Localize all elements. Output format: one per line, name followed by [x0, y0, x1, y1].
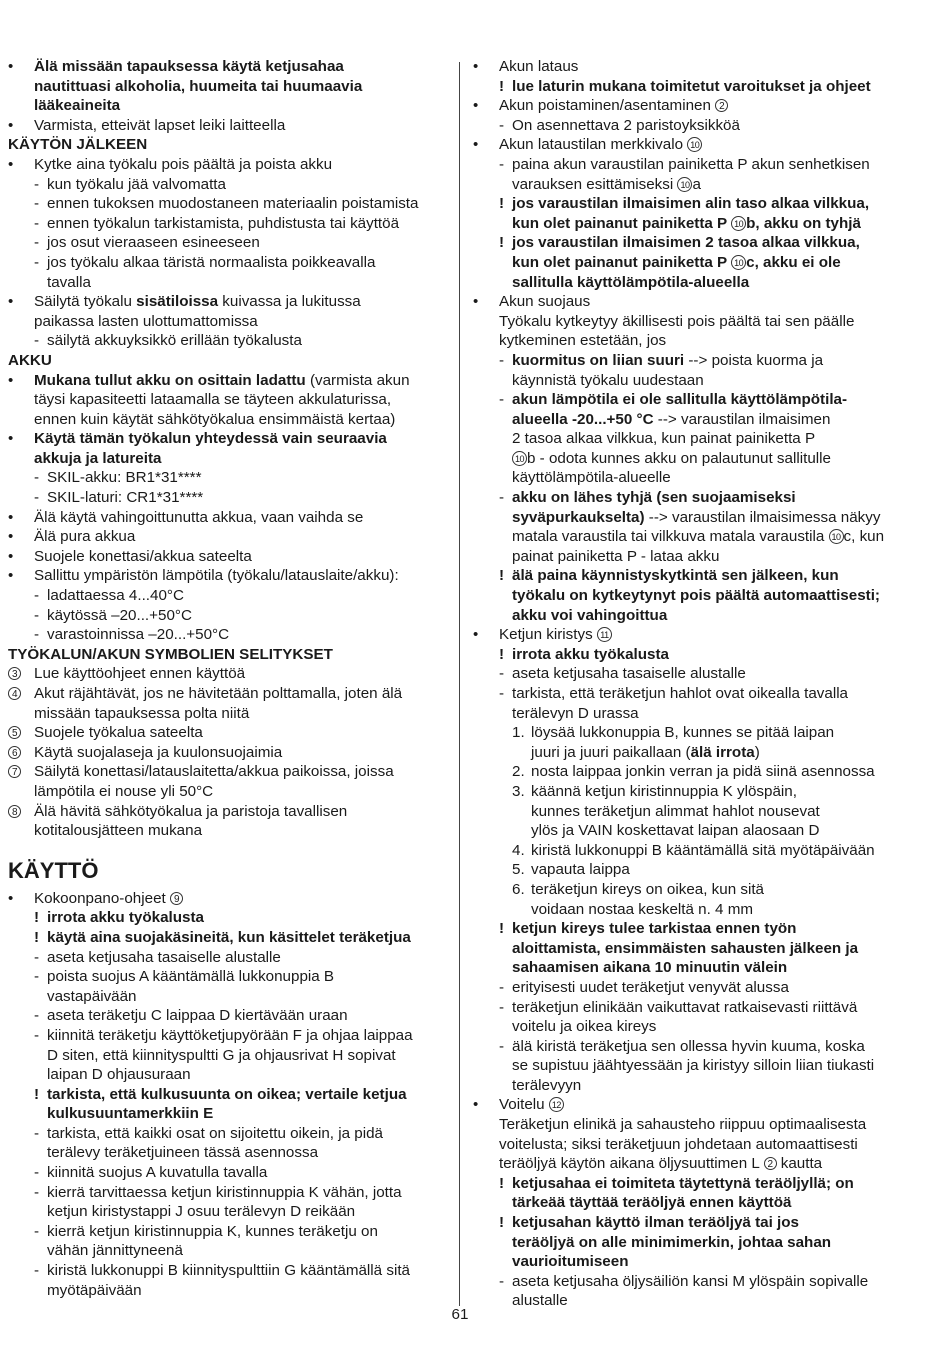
text-line: - aseta ketjusaha tasaiselle alustalle [499, 665, 746, 683]
text-line: 5 Suojele työkalua sateelta [8, 723, 448, 743]
dash-marker: - [499, 665, 505, 683]
dash-marker: - [34, 948, 40, 966]
text-line: ylös ja VAIN koskettavat laipan alaosaan D [531, 822, 820, 840]
circled-number-icon: 2 [764, 1157, 777, 1170]
symbol-number [8, 723, 21, 743]
text-line: - varastoinnissa –20...+50°C [34, 626, 230, 644]
text-line: - poista suojus A kääntämällä lukkonuppia B [34, 968, 335, 986]
left-column [8, 57, 448, 1300]
dash-marker: - [34, 469, 40, 487]
bullet-icon: • [473, 1096, 479, 1114]
text-line: käynnistä työkalu uudestaan [512, 371, 704, 389]
dash-marker: - [34, 195, 40, 213]
text-line: kunnes teräketjun alimmat hahlot nousevat [531, 802, 820, 820]
text-line: terälevyyn [512, 1076, 582, 1094]
text-line: voitelu ja oikea kireys [512, 1018, 657, 1036]
text-line: se supistuu jäähtyessään ja kiristyy silloin liian tiukasti [512, 1057, 875, 1075]
text-line: 5. vapauta laippa [512, 861, 630, 879]
circled-number-icon: 9 [170, 892, 183, 905]
text-line: myötäpäivään [47, 1281, 142, 1299]
text-line: • Akun poistaminen/asentaminen 2 [499, 96, 919, 116]
text-line: Työkalu kytkeytyy äkillisesti pois päältä tai sen päälle [499, 312, 855, 330]
symbol-number [8, 743, 21, 763]
bullet-icon: • [473, 626, 479, 644]
text-line: 6. teräketjun kireys on oikea, kun sitä [512, 880, 764, 898]
text-line: akkuja ja latureita [34, 449, 162, 467]
text-line: - kun työkalu jää valvomatta [34, 175, 226, 193]
dash-marker: - [499, 116, 505, 134]
text-line: - tarkista, että teräketjun hahlot ovat oikealla tavalla [499, 685, 849, 702]
text-line: teräöljyä käytön aikana öljysuuttimen L 2 kautta [499, 1155, 823, 1173]
warning-mark-icon: ! [499, 1174, 505, 1192]
dash-marker: - [34, 234, 40, 252]
dash-marker: - [499, 685, 505, 702]
dash-marker: - [34, 214, 40, 232]
circled-number-icon: 10 [731, 255, 746, 270]
bullet-icon: • [8, 293, 14, 311]
text-line: ! jos varaustilan ilmaisimen 2 tasoa alkaa vilkkua, [499, 234, 860, 252]
text-line: - kierrä tarvittaessa ketjun kiristinnuppia K vähän, jotta [34, 1183, 402, 1201]
text-line: voitelusta; siksi teräketjuun johdetaan automaattisesti [499, 1135, 858, 1153]
text-line: - erityisesti uudet teräketjut venyvät alussa [499, 978, 789, 996]
text-line: ! irrota akku työkalusta [499, 645, 669, 663]
step-number: 1. [512, 724, 525, 742]
circled-number-icon: 10 [677, 177, 692, 192]
text-line: vaurioitumiseen [512, 1253, 629, 1271]
dash-marker: - [34, 1262, 40, 1280]
text-line: ! ketjusahan käyttö ilman teräöljyä tai jos [499, 1214, 799, 1232]
dash-marker: - [34, 1124, 40, 1142]
symbol-number [8, 802, 21, 822]
text-line: - tarkista, että kaikki osat on sijoitettu oikein, ja pidä [34, 1124, 383, 1142]
bullet-icon: • [473, 58, 479, 75]
dash-marker: - [34, 253, 40, 271]
warning-mark-icon: ! [34, 909, 40, 927]
text-line: lämpötila ei nouse yli 50°C [34, 782, 214, 800]
bullet-icon: • [8, 371, 14, 389]
warning-mark-icon: ! [499, 567, 505, 585]
step-number: 5. [512, 861, 525, 879]
text-line: 2 tasoa alkaa vilkkua, kun painat painiketta P [512, 430, 816, 448]
text-line: - kiristä lukkonuppi B kiinnityspulttiin G kääntämällä sitä [34, 1262, 410, 1280]
bullet-icon: • [473, 293, 479, 311]
text-line: ketjun kiristystappi J osuu terälevyn D reikään [47, 1203, 356, 1221]
dash-marker: - [34, 1164, 40, 1182]
text-line: • Kytke aina työkalu pois päältä ja poista akku [8, 155, 333, 173]
dash-marker: - [34, 1222, 40, 1240]
text-line: nautittuasi alkoholia, huumeita tai huumaavia [34, 77, 363, 95]
text-line: 6 Käytä suojalaseja ja kuulonsuojaimia [8, 743, 448, 763]
column-divider [459, 62, 460, 1306]
section-heading: KÄYTTÖ [8, 857, 99, 883]
step-number: 2. [512, 763, 525, 781]
text-line: kun olet painanut painiketta P 10 c, akku ei ole [512, 253, 841, 271]
circled-number-icon: 8 [8, 805, 21, 818]
text-line: vastapäivään [47, 987, 137, 1005]
right-column [473, 57, 919, 1311]
text-line: • Voitelu 12 [499, 1095, 919, 1115]
text-line: 10 b - odota kunnes akku on palautunut sallitulle [499, 449, 919, 469]
text-line: painat painiketta P - lataa akku [512, 547, 720, 565]
text-line: 7 Säilytä konettasi/latauslaitetta/akkua paikoissa, joissa [8, 762, 448, 782]
text-line: • Älä käytä vahingoittunutta akkua, vaan vaihda se [8, 508, 364, 526]
text-line: kytkeminen estetään, jos [499, 332, 667, 350]
text-line: ! ketjun kireys tulee tarkistaa ennen työn [499, 920, 797, 938]
warning-mark-icon: ! [499, 77, 505, 95]
text-line: missään tapauksessa polta niitä [34, 704, 250, 722]
text-line: kulkusuuntamerkkiin E [47, 1105, 214, 1123]
text-line: - älä kiristä teräketjua sen ollessa hyvin kuuma, koska [499, 1037, 865, 1055]
text-line: 1. löysää lukkonuppia B, kunnes se pitää laipan [512, 724, 835, 742]
step-number: 4. [512, 841, 525, 859]
circled-number-icon: 10 [512, 451, 527, 466]
warning-mark-icon: ! [499, 920, 505, 938]
text-line: käyttölämpötila-alueelle [512, 469, 671, 487]
dash-marker: - [34, 1026, 40, 1044]
text-line: TYÖKALUN/AKUN SYMBOLIEN SELITYKSET [8, 645, 333, 663]
dash-marker: - [34, 1007, 40, 1025]
step-number: 3. [512, 782, 525, 800]
circled-number-icon: 4 [8, 687, 21, 700]
text-line: alustalle [512, 1292, 568, 1310]
circled-number-icon: 10 [731, 216, 746, 231]
bullet-icon: • [473, 97, 479, 115]
dash-marker: - [34, 968, 40, 986]
text-line: • Suojele konettasi/akkua sateelta [8, 547, 252, 565]
warning-mark-icon: ! [34, 1085, 40, 1103]
text-line: • Varmista, etteivät lapset leiki laitteella [8, 116, 286, 134]
text-line: - SKIL-laturi: CR1*31**** [34, 489, 204, 507]
text-line: - ennen tukoksen muodostaneen materiaalin poistamista [34, 195, 419, 213]
text-line: ! irrota akku työkalusta [34, 909, 204, 927]
text-line: 8 Älä hävitä sähkötyökalua ja paristoja tavallisen [8, 802, 448, 822]
text-line: KÄYTÖN JÄLKEEN [8, 136, 148, 154]
text-line: 2. nosta laippaa jonkin verran ja pidä siinä asennossa [512, 763, 875, 781]
text-line: - akku on lähes tyhjä (sen suojaamiseksi [499, 489, 796, 507]
text-line: lääkeaineita [34, 97, 121, 115]
text-line: - jos työkalu alkaa täristä normaalista poikkeavalla [34, 253, 376, 271]
text-line: ! älä paina käynnistyskytkintä sen jälkeen, kun [499, 567, 839, 585]
text-line: • Akun suojaus [473, 293, 591, 311]
bullet-icon: • [8, 155, 14, 173]
text-line: aloittamista, ensimmäisten sahausten jälkeen ja [512, 939, 859, 957]
circled-number-icon: 12 [549, 1097, 564, 1112]
text-line: juuri ja juuri paikallaan (älä irrota) [531, 743, 760, 761]
symbol-number [8, 664, 21, 684]
text-line: tärkeää täyttää teräöljyä ennen käyttöä [512, 1194, 792, 1212]
text-line: työkalu on kytkeytynyt pois päältä automaattisesti; [512, 587, 880, 605]
bullet-icon: • [473, 136, 479, 154]
dash-marker: - [499, 978, 505, 996]
symbol-number [8, 684, 21, 704]
text-line: - kiinnitä suojus A kuvatulla tavalla [34, 1164, 268, 1182]
text-line: akku voi vahingoittua [512, 606, 668, 624]
text-line: - teräketjun elinikään vaikuttavat ratkaisevasti riittävä [499, 998, 858, 1016]
text-line: matala varaustila tai vilkkuva matala varaustila 10 c, kun [512, 528, 885, 546]
text-line: ! jos varaustilan ilmaisimen alin taso alkaa vilkkua, [499, 195, 870, 213]
text-line: ! lue laturin mukana toimitetut varoitukset ja ohjeet [499, 77, 871, 95]
text-line: • Käytä tämän työkalun yhteydessä vain seuraavia [8, 430, 387, 448]
dash-marker: - [499, 1037, 505, 1055]
text-line: - SKIL-akku: BR1*31**** [34, 469, 202, 487]
circled-number-icon: 3 [8, 667, 21, 680]
symbol-number [8, 762, 21, 782]
bullet-icon: • [8, 528, 14, 546]
circled-number-icon: 10 [829, 529, 844, 544]
text-line: kotitalousjätteen mukana [34, 822, 203, 840]
text-line: 3 Lue käyttöohjeet ennen käyttöä [8, 664, 448, 684]
dash-marker: - [34, 626, 40, 644]
warning-mark-icon: ! [499, 234, 505, 252]
text-line: teräöljyä on alle minimimerkin, johtaa sahan [512, 1233, 832, 1251]
text-line: 3. käännä ketjun kiristinnuppia K ylöspäin, [512, 782, 797, 800]
text-line: - aseta ketjusaha tasaiselle alustalle [34, 948, 281, 966]
dash-marker: - [34, 175, 40, 193]
dash-marker: - [34, 587, 40, 605]
dash-marker: - [34, 332, 40, 350]
bullet-icon: • [8, 508, 14, 526]
text-line: - aseta ketjusaha öljysäiliön kansi M ylöspäin sopivalle [499, 1272, 869, 1290]
text-line: AKKU [8, 351, 52, 369]
text-line: - käytössä –20...+50°C [34, 606, 192, 624]
text-line: - kiinnitä teräketju käyttöketjupyörään F ja ohjaa laippaa [34, 1026, 413, 1044]
text-line: syväpurkaukselta) --> varaustilan ilmaisimessa näkyy [512, 508, 881, 526]
warning-mark-icon: ! [34, 928, 40, 946]
text-line: 4 Akut räjähtävät, jos ne hävitetään polttamalla, joten älä [8, 684, 448, 704]
text-line: • Ketjun kiristys 11 [499, 625, 919, 645]
dash-marker: - [34, 489, 40, 507]
text-line: - paina akun varaustilan painiketta P akun senhetkisen [499, 155, 870, 173]
text-line: voidaan nostaa keskeltä n. 4 mm [531, 900, 754, 918]
text-line: D siten, että kiinnityspultti G ja ohjausrivat H sopivat [47, 1046, 396, 1064]
text-line: - aseta teräketju C laippaa D kiertävään uraan [34, 1007, 348, 1025]
text-line: • Kokoonpano-ohjeet 9 [8, 889, 448, 909]
warning-mark-icon: ! [499, 645, 505, 663]
warning-mark-icon: ! [499, 1214, 505, 1232]
text-line: varauksen esittämiseksi 10 a [512, 175, 701, 193]
dash-marker: - [499, 998, 505, 1016]
circled-number-icon: 10 [687, 137, 702, 152]
text-line: • Säilytä työkalu sisätiloissa kuivassa ja lukitussa [8, 293, 361, 311]
text-line: • Mukana tullut akku on osittain ladattu (varmista akun [8, 371, 410, 389]
page-number: 61 [451, 1306, 469, 1323]
text-line: Teräketjun elinikä ja sahausteho riippuu optimaalisesta [499, 1116, 867, 1134]
dash-marker: - [499, 155, 505, 173]
text-line: 4. kiristä lukkonuppi B kääntämällä sitä myötäpäivään [512, 841, 875, 859]
text-line: vähän jännittyneenä [47, 1242, 183, 1260]
dash-marker: - [499, 1272, 505, 1290]
text-line: ! ketjusahaa ei toimiteta täytettynä teräöljyllä; on [499, 1174, 854, 1192]
text-line: - jos osut vieraaseen esineeseen [34, 234, 260, 252]
dash-marker: - [499, 391, 505, 409]
text-line: - On asennettava 2 paristoyksikköä [499, 116, 740, 134]
text-line: tavalla [47, 273, 91, 291]
warning-mark-icon: ! [499, 195, 505, 213]
text-line: laipan D ohjausuraan [47, 1066, 191, 1084]
dash-marker: - [34, 1183, 40, 1201]
circled-number-icon: 2 [715, 99, 728, 112]
text-line: - kierrä ketjun kiristinnuppia K, kunnes teräketju on [34, 1222, 378, 1240]
circled-number-icon: 6 [8, 746, 21, 759]
text-line: • Akun lataustilan merkkivalo 10 [499, 135, 919, 155]
text-line: terälevyn D urassa [512, 704, 639, 722]
bullet-icon: • [8, 58, 14, 75]
text-line: • Älä pura akkua [8, 528, 136, 546]
text-line: ennen kuin käytät sähkötyökalua ensimmäistä kertaa) [34, 410, 396, 428]
step-number: 6. [512, 880, 525, 898]
bullet-icon: • [8, 430, 14, 448]
circled-number-icon: 7 [8, 765, 21, 778]
text-line: sallitulla käyttölämpötila-alueella [512, 273, 750, 291]
text-line: • Akun lataus [473, 58, 579, 75]
dash-marker: - [499, 489, 505, 507]
text-line: - säilytä akkuyksikkö erillään työkalusta [34, 332, 302, 350]
text-line: täysi kapasiteetti lataamalla se täyteen akkulaturissa, [34, 391, 392, 409]
bullet-icon: • [8, 567, 14, 585]
bullet-icon: • [8, 889, 14, 907]
text-line: kun olet painanut painiketta P 10 b, akku on tyhjä [512, 214, 861, 232]
text-line: - akun lämpötila ei ole sallitulla käyttölämpötila- [499, 391, 848, 409]
bullet-icon: • [8, 547, 14, 565]
dash-marker: - [34, 606, 40, 624]
text-line: • Älä missään tapauksessa käytä ketjusahaa [8, 58, 344, 75]
text-line: paikassa lasten ulottumattomissa [34, 312, 258, 330]
text-line: - ladattaessa 4...40°C [34, 587, 184, 605]
circled-number-icon: 11 [597, 627, 612, 642]
text-line: ! tarkista, että kulkusuunta on oikea; vertaile ketjua [34, 1085, 407, 1103]
text-line: alueella -20...+50 °C --> varaustilan ilmaisimen [512, 410, 831, 428]
text-line: - ennen työkalun tarkistamista, puhdistusta tai käyttöä [34, 214, 400, 232]
circled-number-icon: 5 [8, 726, 21, 739]
text-line: - kuormitus on liian suuri --> poista kuorma ja [499, 351, 824, 369]
text-line: ! käytä aina suojakäsineitä, kun käsittelet teräketjua [34, 928, 411, 946]
dash-marker: - [499, 351, 505, 369]
bullet-icon: • [8, 116, 14, 134]
text-line: sahaamisen aikana 10 minuutin välein [512, 959, 788, 977]
text-line: • Sallittu ympäristön lämpötila (työkalu/latauslaite/akku): [8, 567, 399, 585]
text-line: terälevy teräketjuineen tässä asennossa [47, 1144, 319, 1162]
